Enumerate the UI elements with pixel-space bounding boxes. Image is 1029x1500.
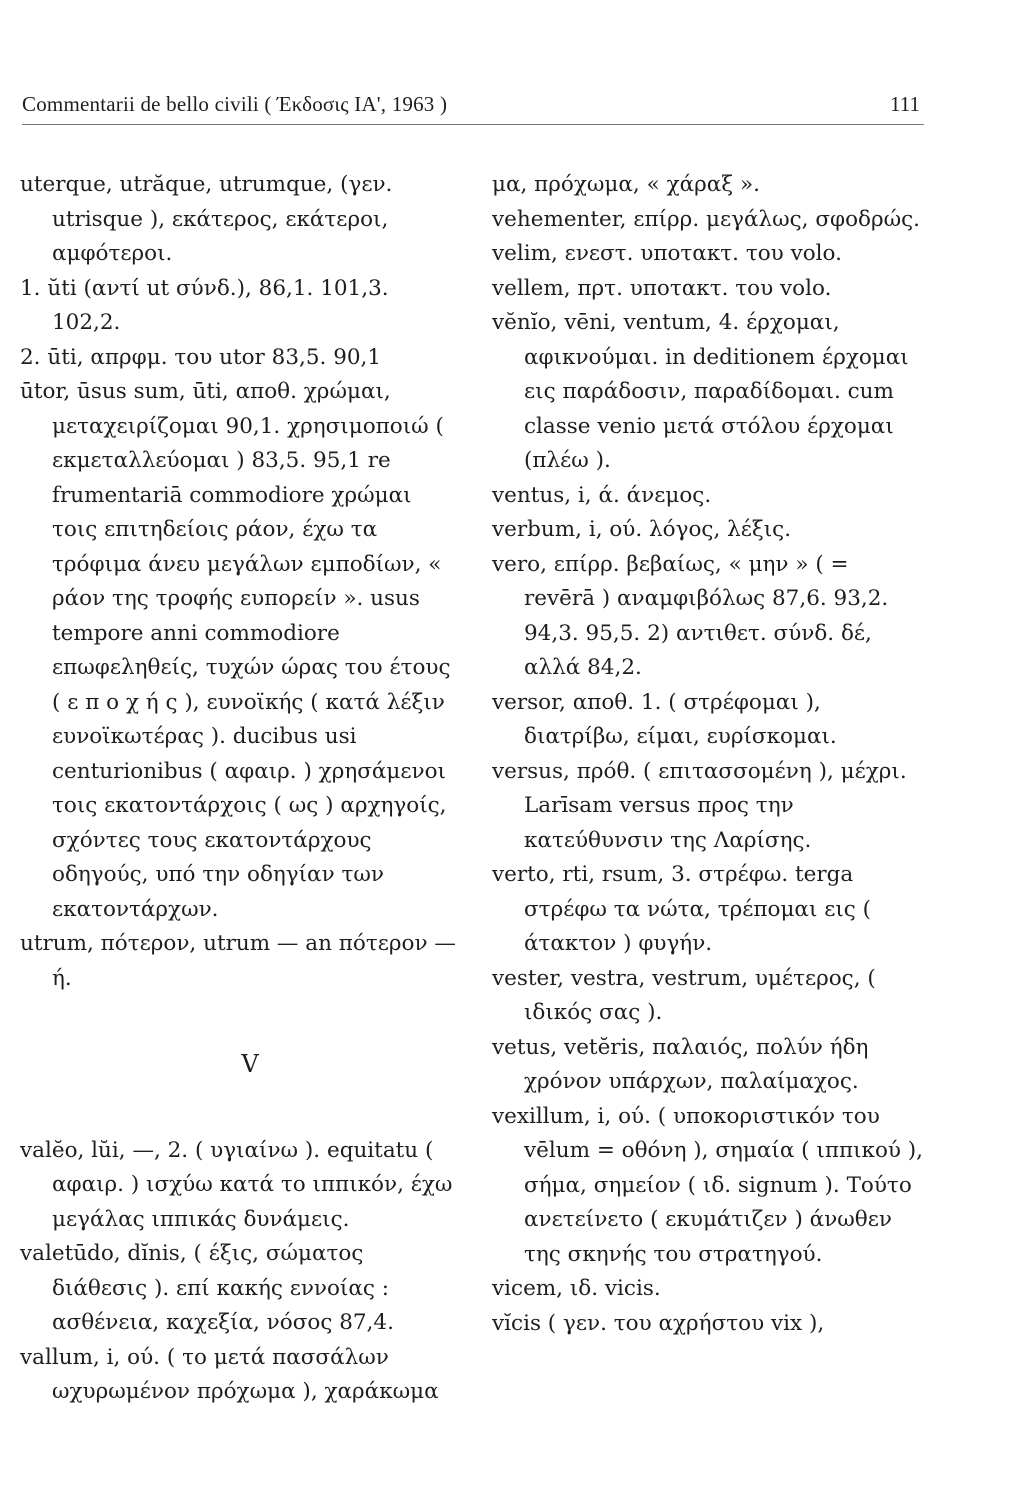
left-column bbox=[20, 168, 460, 1410]
entry-velim: velim, ενεστ. υποτακτ. του volo. bbox=[492, 241, 842, 266]
entry-vero: vero, επίρρ. βεβαίως, « μην » ( = revērā ) αναμφιβόλως 87,6. 93,2. 94,3. 95,5. 2) αντιθετ. σύνδ. δέ, αλλά 84,2. bbox=[492, 551, 889, 680]
entry-verto: verto, rti, rsum, 3. στρέφω. terga στρέφω τα νώτα, τρέπομαι εις ( άτακτον ) φυγήν. bbox=[492, 862, 872, 956]
entry-uti-2: 2. ūti, απρφμ. του utor 83,5. 90,1 bbox=[20, 344, 382, 370]
entry-verbum: verbum, i, ού. λόγος, λέξις. bbox=[492, 517, 792, 542]
page-header bbox=[22, 92, 924, 125]
entry-vexillum: vexillum, i, ού. ( υποκοριστικόν του vēlum = οθόνη ), σημαία ( ιππικού ), σήμα, σημείον ( ιδ. signum ). Τούτο ανετείνετο ( εκυμάτιζεν ) άνωθεν της σκηνής του στρατηγού. bbox=[492, 1103, 924, 1267]
section-letter-v: V bbox=[241, 1050, 259, 1078]
running-title: Commentarii de bello civili ( Έκδοσις ΙΑ', 1963 ) bbox=[22, 92, 448, 116]
entry-versor: versor, αποθ. 1. ( στρέφομαι ), διατρίβω, είμαι, ευρίσκομαι. bbox=[492, 689, 837, 749]
entry-versus: versus, πρόθ. ( επιτασσομένη ), μέχρι. Larīsam versus προς την κατεύθυνσιν της Λαρίσης. bbox=[492, 758, 907, 853]
entry-utrum: utrum, πότερον, utrum — an πότερον — ή. bbox=[20, 931, 456, 991]
entry-venio: vĕnĭo, vēni, ventum, 4. έρχομαι, αφικνούμαι. in deditionem έρχομαι εις παράδοσιν, παραδίδομαι. cum classe venio μετά στόλου έρχομαι (πλέω ). bbox=[492, 310, 909, 473]
entry-valetudo: valetūdo, dĭnis, ( έξις, σώματος διάθεσις ). επί κακής εννοίας : ασθένεια, καχεξία, νόσος 87,4. bbox=[20, 1241, 394, 1335]
entry-uti-1: 1. ŭti (αντί ut σύνδ.), 86,1. 101,3. 102,2. bbox=[20, 275, 389, 335]
entry-vester: vester, vestra, vestrum, υμέτερος, ( ιδικός σας ). bbox=[492, 965, 876, 1025]
entry-vallum-continued: μα, πρόχωμα, « χάραξ ». bbox=[492, 172, 760, 197]
entry-vehementer: vehementer, επίρρ. μεγάλως, σφοδρώς. bbox=[492, 206, 921, 232]
entry-vallum: vallum, i, ού. ( το μετά πασσάλων ωχυρωμένον πρόχωμα ), χαράκωμα bbox=[20, 1344, 439, 1404]
page-number: 111 bbox=[890, 92, 920, 116]
entry-vetus: vetus, vetĕris, παλαιός, πολύν ήδη χρόνον υπάρχων, παλαίμαχος. bbox=[492, 1034, 869, 1094]
right-column bbox=[492, 168, 924, 1341]
entry-uterque: uterque, utrăque, utrumque, (γεν. utrisque ), εκάτερος, εκάτεροι, αμφότεροι. bbox=[20, 172, 393, 266]
entry-ventus: ventus, i, ά. άνεμος. bbox=[492, 482, 712, 508]
entry-utor: ūtor, ūsus sum, ūti, αποθ. χρώμαι, μεταχειρίζομαι 90,1. χρησιμοποιώ ( εκμεταλλεύομαι ) 83,5. 95,1 re frumentariā commodiore χρώμαι τοις επιτηδείοις ράον, έχω τα τρόφιμα άνευ μεγάλων εμποδίων, « ράον της τροφής ευπορείν ». usus tempore anni commodiore επωφεληθείς, τυχών ώρας του έτους ( ε π ο χ ή ς ), ευνοϊκής ( κατά λέξιν ευνοϊκωτέρας ). ducibus usi centurionibus ( αφαιρ. ) χρησάμενοι τοις εκατοντάρχοις ( ως ) αρχηγοίς, σχόντες τους εκατοντάρχους οδηγούς, υπό την οδηγίαν των εκατοντάρχων. bbox=[20, 379, 451, 922]
entry-vicis: vĭcis ( γεν. του αχρήστου vix ), bbox=[492, 1310, 825, 1336]
entry-valeo: valĕo, lŭi, —, 2. ( υγιαίνω ). equitatu ( αφαιρ. ) ισχύω κατά το ιππικόν, έχω μεγάλας ιππικάς δυνάμεις. bbox=[20, 1137, 453, 1232]
entry-vellem: vellem, πρτ. υποτακτ. του volo. bbox=[492, 275, 832, 301]
entry-vicem: vicem, ιδ. vicis. bbox=[492, 1276, 661, 1301]
